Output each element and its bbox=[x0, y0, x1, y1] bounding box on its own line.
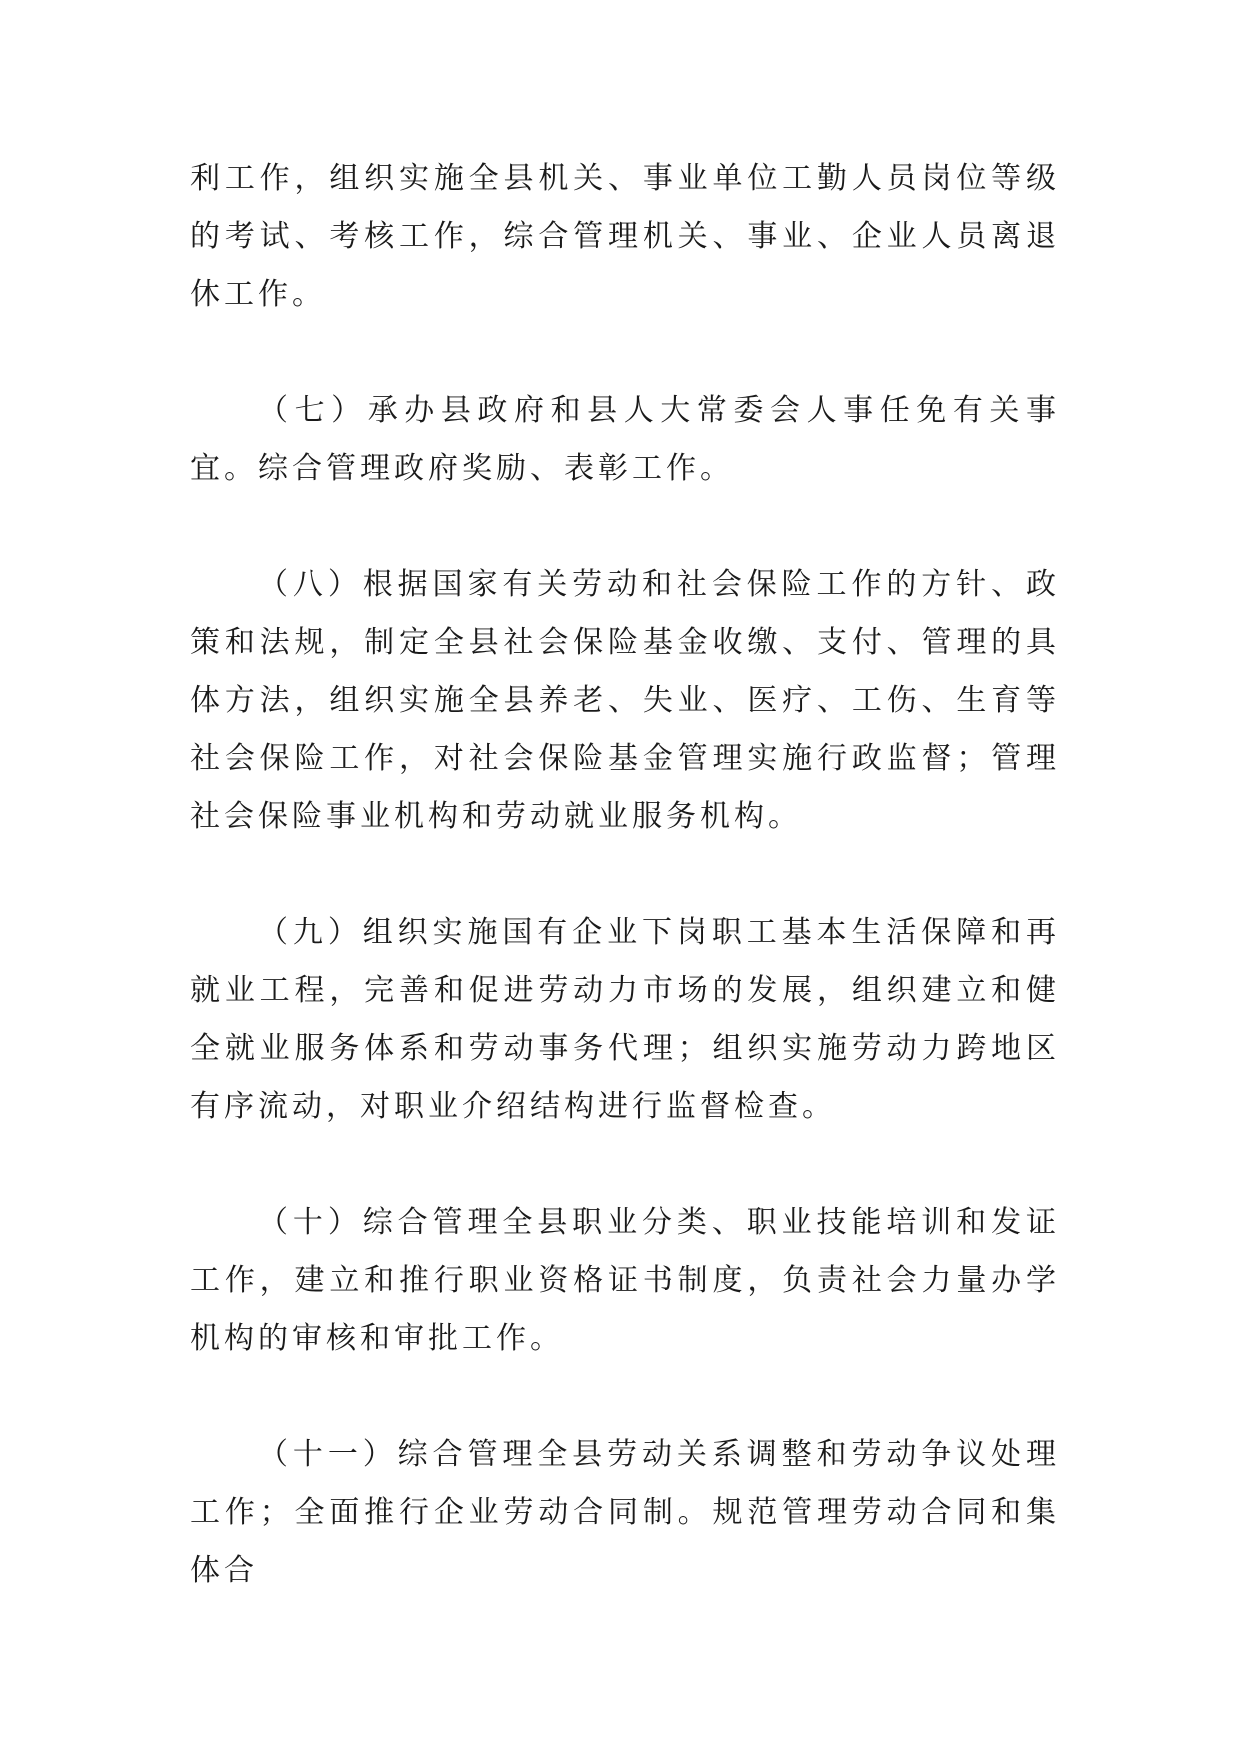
paragraph-item-7: （七）承办县政府和县人大常委会人事任免有关事宜。综合管理政府奖励、表彰工作。 bbox=[190, 393, 1060, 486]
paragraph-continuation: 利工作，组织实施全县机关、事业单位工勤人员岗位等级的考试、考核工作，综合管理机关、事业、企业人员离退休工作。 bbox=[190, 161, 1060, 312]
paragraph-item-8: （八）根据国家有关劳动和社会保险工作的方针、政策和法规，制定全县社会保险基金收缴、支付、管理的具体方法，组织实施全县养老、失业、医疗、工伤、生育等社会保险工作，对社会保险基金管理实施行政监督；管理社会保险事业机构和劳动就业服务机构。 bbox=[190, 567, 1060, 834]
paragraph-item-10: （十）综合管理全县职业分类、职业技能培训和发证工作，建立和推行职业资格证书制度，负责社会力量办学机构的审核和审批工作。 bbox=[190, 1205, 1060, 1356]
body-text bbox=[190, 150, 1060, 1600]
paragraph-item-11: （十一）综合管理全县劳动关系调整和劳动争议处理工作；全面推行企业劳动合同制。规范管理劳动合同和集体合 bbox=[190, 1437, 1060, 1588]
paragraph-item-9: （九）组织实施国有企业下岗职工基本生活保障和再就业工程，完善和促进劳动力市场的发展，组织建立和健全就业服务体系和劳动事务代理；组织实施劳动力跨地区有序流动，对职业介绍结构进行监督检查。 bbox=[190, 915, 1060, 1124]
